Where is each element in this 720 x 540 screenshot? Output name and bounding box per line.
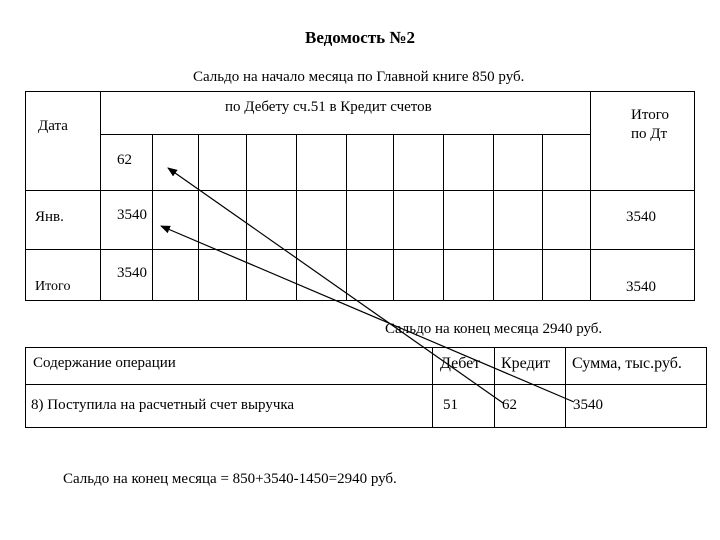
arrow-credit-to-account: [168, 168, 503, 403]
opening-balance-text: Сальдо на начало месяца по Главной книге 850 руб.: [193, 69, 525, 85]
row-total-jan: 3540: [626, 209, 656, 225]
document-title: Ведомость №2: [304, 28, 415, 47]
row-label-total: Итого: [35, 279, 71, 294]
arrow-sum-to-amount: [161, 226, 574, 402]
row-label-jan: Янв.: [35, 209, 64, 225]
operation-debit-header: Дебет: [440, 355, 481, 372]
operation-credit-cell: 62: [502, 397, 517, 413]
operation-content-cell: 8) Поступила на расчетный счет выручка: [31, 397, 295, 413]
operation-sum-cell: 3540: [573, 397, 603, 413]
operation-content-header: Содержание операции: [33, 355, 176, 371]
total-header-line2: по Дт: [631, 126, 668, 142]
row-total-total: 3540: [626, 279, 656, 295]
operation-debit-cell: 51: [443, 397, 458, 413]
total-header-line1: Итого: [631, 107, 669, 123]
closing-formula: Сальдо на конец месяца = 850+3540-1450=2940 руб.: [63, 471, 397, 487]
row-amount-total: 3540: [117, 265, 147, 281]
operation-credit-header: Кредит: [501, 355, 551, 372]
operation-sum-header: Сумма, тыс.руб.: [572, 355, 682, 372]
row-amount-jan: 3540: [117, 207, 147, 223]
account-number: 62: [117, 152, 132, 168]
debit-header: по Дебету сч.51 в Кредит счетов: [225, 99, 432, 115]
date-header: Дата: [38, 118, 68, 134]
closing-balance-text: Сальдо на конец месяца 2940 руб.: [385, 321, 603, 337]
